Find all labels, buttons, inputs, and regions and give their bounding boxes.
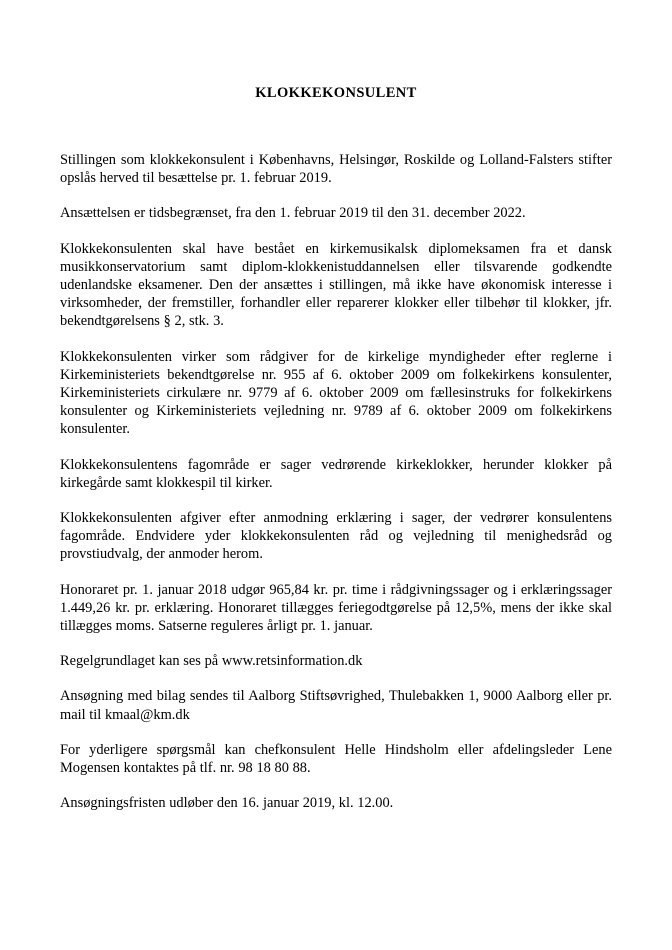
title-spacer (60, 102, 612, 151)
paragraph-remuneration: Honoraret pr. 1. januar 2018 udgør 965,84 kr. pr. time i rådgivningssager og i erklæringssager 1.449,26 kr. pr. erklæring. Honoraret tillægges feriegodtgørelse på 12,5%, mens der ikke skal tillægges moms. Satserne reguleres årligt pr. 1. januar. (60, 581, 612, 635)
paragraph-employment-period: Ansættelsen er tidsbegrænset, fra den 1. februar 2019 til den 31. december 2022. (60, 205, 526, 222)
paragraph-position-announcement: Stillingen som klokkekonsulent i Københavns, Helsingør, Roskilde og Lolland-Falsters stifter opslås herved til besættelse pr. 1. februar 2019. (60, 152, 612, 187)
paragraph-legal-basis: Klokkekonsulenten virker som rådgiver for de kirkelige myndigheder efter reglerne i Kirkeministeriets bekendtgørelse nr. 955 af 6. oktober 2009 om folkekirkens konsulenter, Kirkeministeriets cirkulære nr. 9779 af 6. oktober 2009 om fællesinstruks for folkekirkens konsulenter og Kirkeministeriets vejledning nr. 9789 af 6. oktober 2009 om folkekirkens konsulenter. (60, 348, 612, 438)
page-title: KLOKKEKONSULENT (255, 85, 417, 101)
document-body (60, 84, 612, 812)
paragraph-field-of-work: Klokkekonsulentens fagområde er sager vedrørende kirkeklokker, herunder klokker på kirkegårde samt klokkespil til kirker. (60, 456, 612, 491)
paragraph-application-deadline: Ansøgningsfristen udløber den 16. januar 2019, kl. 12.00. (60, 795, 394, 812)
paragraph-qualifications: Klokkekonsulenten skal have bestået en kirkemusikalsk diplomeksamen fra et dansk musikkonservatorium samt diplom-klokkenistuddannelsen eller tilsvarende godkendte udenlandske eksamener. Den der ansættes i stillingen, må ikke have økonomisk interesse i virksomheder, der fremstiller, forhandler eller reparerer klokker eller tilbehør til klokker, jfr. bekendtgørelsens § 2, stk. 3. (60, 240, 612, 330)
paragraph-duties: Klokkekonsulenten afgiver efter anmodning erklæring i sager, der vedrører konsulentens fagområde. Endvidere yder klokkekonsulenten råd og vejledning til menighedsråd og provstiudvalg, der anmoder herom. (60, 510, 612, 563)
paragraph-application-address: Ansøgning med bilag sendes til Aalborg Stiftsøvrighed, Thulebakken 1, 9000 Aalborg eller pr. mail til kmaal@km.dk (60, 688, 612, 723)
paragraph-regulations-reference: Regelgrundlaget kan ses på www.retsinformation.dk (60, 653, 363, 670)
paragraph-contact-persons: For yderligere spørgsmål kan chefkonsulent Helle Hindsholm eller afdelingsleder Lene Mogensen kontaktes på tlf. nr. 98 18 80 88. (60, 741, 612, 777)
